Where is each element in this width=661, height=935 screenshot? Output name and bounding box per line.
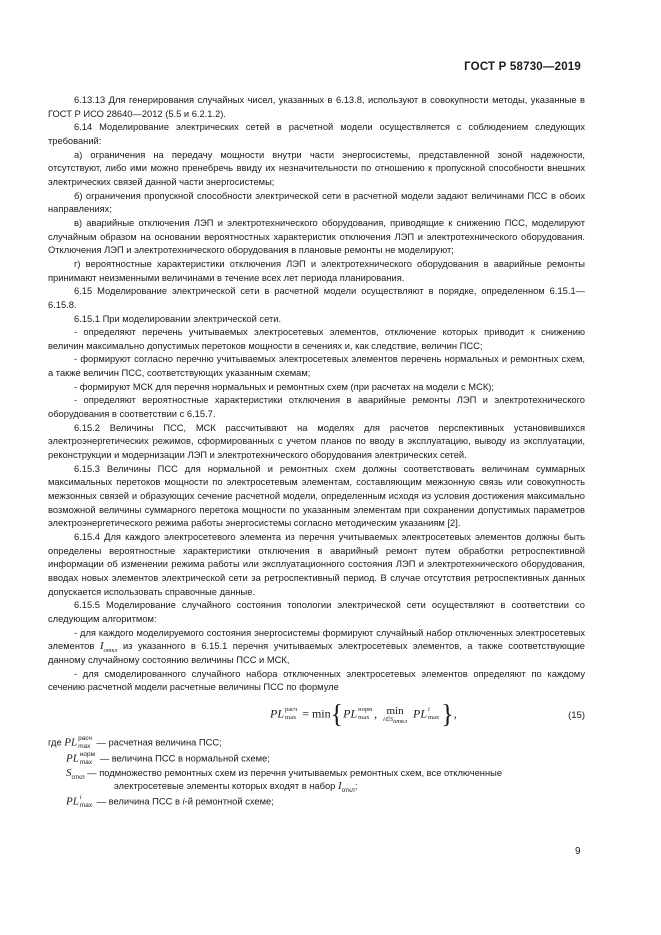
- definition-pl-i: PL i max — величина ПСС в i-й ремонтной схеме;: [66, 793, 274, 809]
- document-code-header: ГОСТ Р 58730—2019: [464, 61, 581, 73]
- algorithm-step-1: - для каждого моделируемого состояния энергосистемы формируют случайный набор отключенных электросетевых элементов $I_{откл}$ из указанного в 6.15.1 перечня учитываемых электросетевых элементов, а также соответствующие данному случайному состоянию величины ПСС и МСК,: [48, 627, 585, 665]
- formula-expression: PL расч max = min{PL норм max , min $i\in S_{откл}$ PL i max },: [270, 699, 457, 729]
- definition-s-otkl: $S_{откл}$ — подмножество ремонтных схем из перечня учитываемых ремонтных схем, все отключенные электросетевые элементы которых входят в набор $I_{откл}$;: [66, 766, 503, 795]
- paragraph-6-15-2: 6.15.2 Величины ПСС, МСК рассчитывают на моделях для расчетов перспективных установившихся электроэнергетических режимов, сформированных с учетом планов по вводу в эксплуатацию, выводу из эксплуатации, реконструкции и модернизации ЛЭП и электротехнического оборудования электрических сетей.: [48, 422, 585, 461]
- paragraph-6-15-5: 6.15.5 Моделирование случайного состояния топологии электрической сети осуществляют в соответствии со следующим алгоритмом:: [48, 600, 585, 624]
- paragraph-6-15-3: 6.15.3 Величины ПСС для нормальной и ремонтных схем должны соответствовать величинам суммарных максимальных перетоков мощности по электросетевым элементам, составляющим межзонную связь или совокупность межзонных связей и образующих сечение расчетной модели, определенным исходя из условия достижения максимально возможной величины суммарного перетока мощности по указанным элементам при сохранении допустимых параметров электроэнергетического режима работы энергосистемы согласно методическим указаниям [2].: [48, 463, 585, 529]
- list-item-b: б) ограничения пропускной способности электрической сети в расчетной модели задают величинами ПСС в обоих направлениях;: [48, 190, 585, 215]
- dash-item-4: - определяют вероятностные характеристики отключения в аварийные ремонты ЛЭП и электротехнического оборудования в соответствии с 6.15.7.: [48, 395, 585, 420]
- formula-15: [48, 699, 585, 733]
- paragraph-6-13-13: 6.13.13 Для генерирования случайных чисел, указанных в 6.13.8, используют в совокупности методы, указанные в ГОСТ Р ИСО 28640—2012 (5.5 и 6.2.1.2).: [48, 95, 585, 119]
- definition-pl-calc: где PL расч max — расчетная величина ПСС;: [48, 734, 222, 750]
- paragraph-6-15-1: 6.15.1 При моделировании электрической сети.: [74, 313, 282, 324]
- list-item-g: г) вероятностные характеристики отключения ЛЭП и электротехнического оборудования в аварийные ремонты принимают неизменными величинами в течение всех лет периода планирования.: [48, 258, 585, 283]
- dash-item-1: - определяют перечень учитываемых электросетевых элементов, отключение которых приводит к снижению величин максимально допустимых перетоков мощности в сечениях и, как следствие, величин ПСС;: [48, 327, 585, 351]
- algorithm-step-2: - для смоделированного случайного набора отключенных электросетевых элементов определяют по каждому сечению расчетной модели расчетные величины ПСС по формуле: [48, 668, 585, 693]
- formula-number: (15): [568, 709, 585, 721]
- paragraph-6-14: 6.14 Моделирование электрических сетей в расчетной модели осуществляется с соблюдением следующих требований:: [48, 122, 585, 146]
- document-body: [48, 94, 585, 810]
- list-item-a: а) ограничения на передачу мощности внутри части энергосистемы, представленной зоной надежности, отсутствуют, либо ими можно пренебречь ввиду их незначительности по отношению к пропускной способности внешних электрических связей данной части энергосистемы;: [48, 149, 585, 187]
- dash-item-2: - формируют согласно перечню учитываемых электросетевых элементов перечень нормальных и ремонтных схем, а также величин ПСС, соответствующих указанным схемам;: [48, 354, 585, 379]
- page-number: 9: [575, 846, 581, 857]
- symbol-I-otkl: $I_{откл}$: [99, 640, 118, 655]
- definition-pl-norm: PL норм max — величина ПСС в нормальной схеме;: [66, 750, 270, 766]
- dash-item-3: - формируют МСК для перечня нормальных и ремонтных схем (при расчетах на модели с МСК);: [74, 381, 494, 392]
- definitions-list: [48, 735, 585, 810]
- list-item-v: в) аварийные отключения ЛЭП и электротехнического оборудования, приводящие к снижению ПСС, моделируют случайным образом на основании вероятностных характеристик отключения ЛЭП и электротехнического оборудования. Отключения ЛЭП и электротехнического оборудования в плановые ремонты не моделируют;: [48, 217, 585, 256]
- paragraph-6-15-4: 6.15.4 Для каждого электросетевого элемента из перечня учитываемых электросетевых элементов должны быть определены вероятностные характеристики отключения в аварийный ремонт путем обработки ретроспективной информации об изменении режима работы или эксплуатационного состояния ЛЭП и электротехнического оборудования, вводах новых элементов электрической сети за ретроспективный период. В случае отсутствия ретроспективных данных допускается использовать справочные данные.: [48, 532, 585, 597]
- paragraph-6-15: 6.15 Моделирование электрической сети в расчетной модели осуществляют в порядке, определенном 6.15.1—6.15.8.: [48, 286, 585, 310]
